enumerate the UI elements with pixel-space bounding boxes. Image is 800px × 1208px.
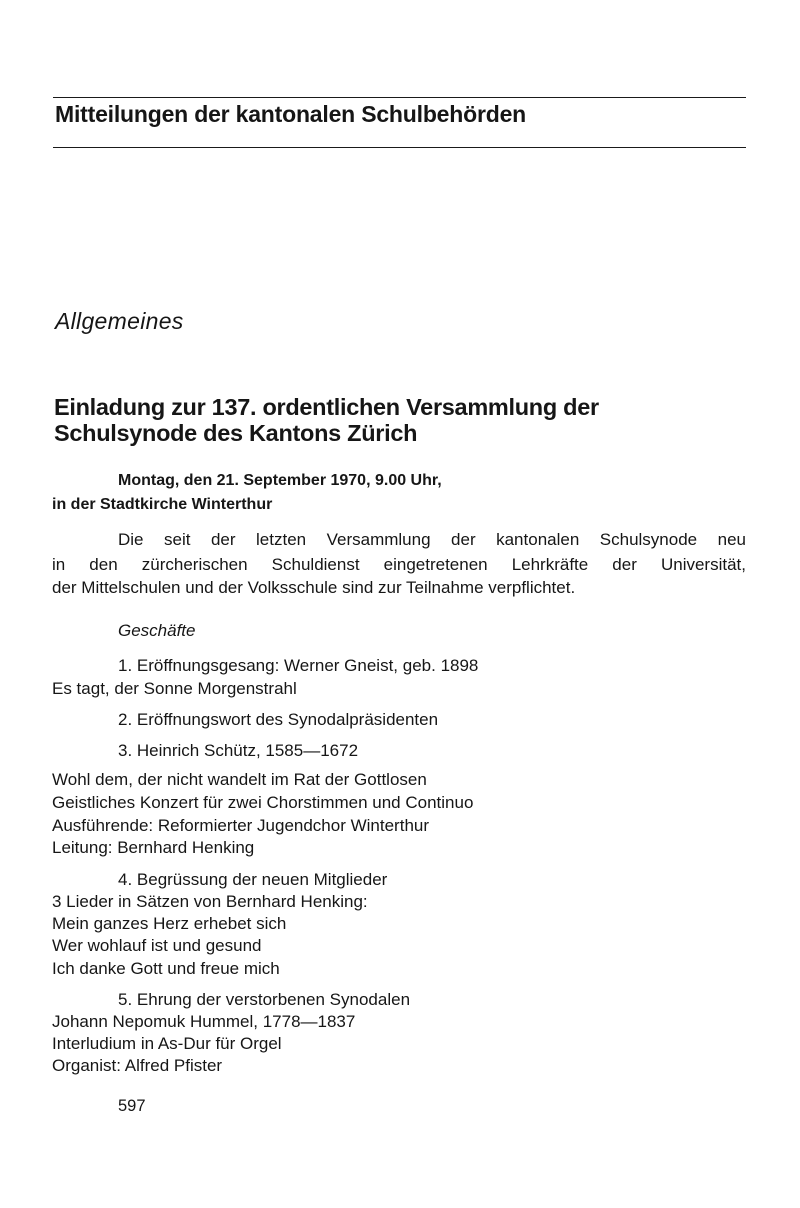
document-title-line-1: Einladung zur 137. ordentlichen Versammlung der [54,394,599,420]
agenda-item-1: 1. Eröffnungsgesang: Werner Gneist, geb. 1898 [118,656,479,675]
meeting-date: Montag, den 21. September 1970, 9.00 Uhr, [118,472,442,489]
agenda-item-4: 4. Begrüssung der neuen Mitglieder [118,870,388,889]
intro-line-1: Die seit der letzten Versammlung der kantonalen Schulsynode neu [118,530,746,549]
meeting-place: in der Stadtkirche Winterthur [52,496,273,513]
header-rule-top [53,97,746,98]
agenda-item-3-detail: Leitung: Bernhard Henking [52,838,255,857]
agenda-item-4-detail: 3 Lieder in Sätzen von Bernhard Henking: [52,892,368,911]
agenda-item-4-detail: Wer wohlauf ist und gesund [52,936,262,955]
agenda-item-2: 2. Eröffnungswort des Synodalpräsidenten [118,710,439,729]
page-number: 597 [118,1097,146,1115]
agenda-item-4-detail: Mein ganzes Herz erhebet sich [52,914,287,933]
agenda-item-1-detail: Es tagt, der Sonne Morgenstrahl [52,679,297,698]
section-title: Allgemeines [55,308,184,334]
agenda-heading: Geschäfte [118,621,196,640]
agenda-item-3-detail: Ausführende: Reformierter Jugendchor Winterthur [52,816,430,835]
agenda-item-3-detail: Geistliches Konzert für zwei Chorstimmen und Continuo [52,793,474,812]
agenda-item-3-detail: Wohl dem, der nicht wandelt im Rat der Gottlosen [52,770,427,789]
agenda-item-3: 3. Heinrich Schütz, 1585—1672 [118,741,359,760]
intro-line-3: der Mittelschulen und der Volksschule sind zur Teilnahme verpflichtet. [52,578,576,597]
header-rule-bottom [53,147,746,148]
document-title-line-2: Schulsynode des Kantons Zürich [54,420,418,446]
agenda-item-5-detail: Johann Nepomuk Hummel, 1778—1837 [52,1012,356,1031]
agenda-item-5-detail: Interludium in As-Dur für Orgel [52,1034,282,1053]
agenda-item-5: 5. Ehrung der verstorbenen Synodalen [118,990,411,1009]
page-header-title: Mitteilungen der kantonalen Schulbehörden [55,101,527,127]
agenda-item-5-detail: Organist: Alfred Pfister [52,1056,223,1075]
intro-line-2: in den zürcherischen Schuldienst eingetretenen Lehrkräfte der Universität, [52,555,746,574]
agenda-item-4-detail: Ich danke Gott und freue mich [52,959,280,978]
